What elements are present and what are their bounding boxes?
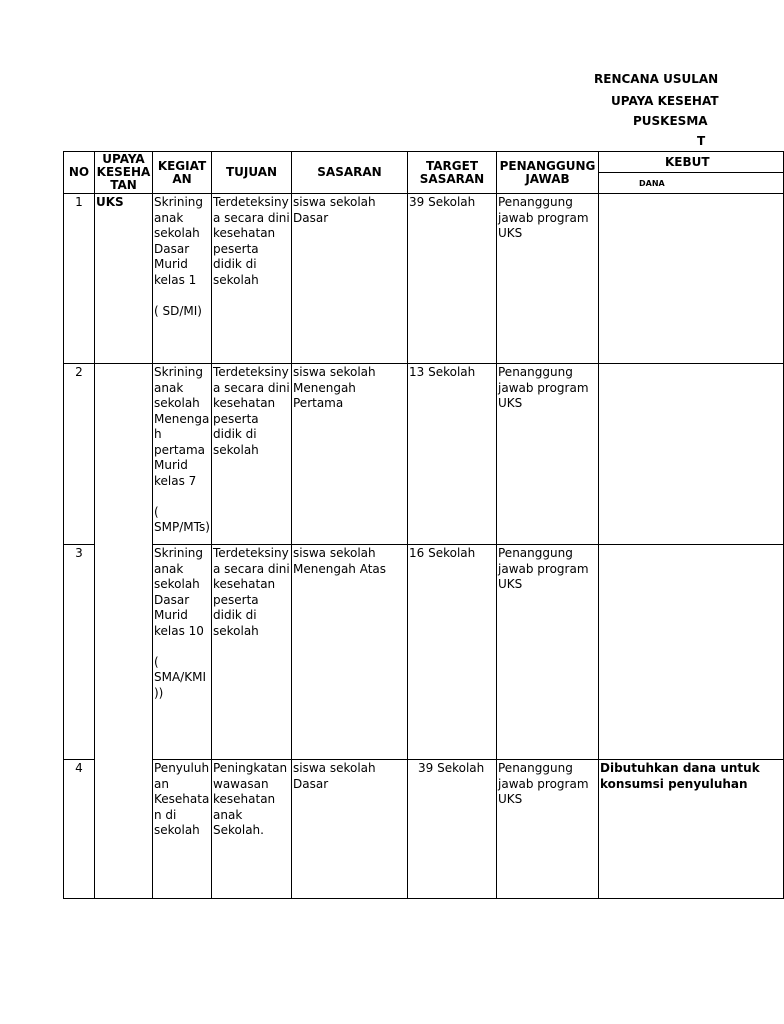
table-row [64,545,784,760]
sasaran-cell: siswa sekolah Menengah Pertama [292,364,408,545]
kebutuhan-cell [599,194,784,364]
kegiatan-cell: Skrining anak sekolah Dasar Murid kelas 10 ( SMA/KMI)) [153,545,212,760]
kegiatan-cell: Skrining anak sekolah Menengah pertama Murid kelas 7 ( SMP/MTs) [153,364,212,545]
target-cell: 39 Sekolah [408,194,497,364]
header-no: NO [64,152,95,194]
header-target-sasaran: TARGET SASARAN [408,152,497,194]
tujuan-cell: Peningkatan wawasan kesehatan anak Sekolah. [212,760,292,899]
table-row [64,760,784,899]
document-title-line-2: UPAYA KESEHAT [611,94,719,108]
sasaran-cell: siswa sekolah Dasar [292,194,408,364]
target-cell: 13 Sekolah [408,364,497,545]
sasaran-cell: siswa sekolah Dasar [292,760,408,899]
header-kegiatan: KEGIATAN [153,152,212,194]
kegiatan-cell: Skrining anak sekolah Dasar Murid kelas 1 ( SD/MI) [153,194,212,364]
document-title-line-4: T [697,134,706,148]
penanggung-jawab-cell: Penanggung jawab program UKS [497,760,599,899]
tujuan-cell: Terdeteksinya secara dini kesehatan peserta didik di sekolah [212,364,292,545]
row-number: 1 [64,194,95,364]
tujuan-cell: Terdeteksinya secara dini kesehatan peserta didik di sekolah [212,545,292,760]
upaya-kesehatan-cell: UKS [95,194,153,364]
target-cell: 16 Sekolah [408,545,497,760]
header-upaya-kesehatan: UPAYA KESEHATAN [95,152,153,194]
table-row [64,194,784,364]
header-kebutuhan: KEBUT [599,152,784,173]
header-dana: DANA [599,173,784,194]
kebutuhan-cell [599,364,784,545]
row-number: 2 [64,364,95,545]
header-penanggung-jawab: PENANGGUNG JAWAB [497,152,599,194]
table-row [64,364,784,545]
penanggung-jawab-cell: Penanggung jawab program UKS [497,194,599,364]
kebutuhan-cell: Dibutuhkan dana untuk konsumsi penyuluhan [599,760,784,899]
kebutuhan-cell [599,545,784,760]
penanggung-jawab-cell: Penanggung jawab program UKS [497,364,599,545]
row-number: 4 [64,760,95,899]
rencana-usulan-table [63,151,784,899]
upaya-kesehatan-merged-cell [95,364,153,899]
header-sasaran: SASARAN [292,152,408,194]
target-cell: 39 Sekolah [408,760,497,899]
row-number: 3 [64,545,95,760]
document-title-line-3: PUSKESMA [633,114,708,128]
header-tujuan: TUJUAN [212,152,292,194]
tujuan-cell: Terdeteksinya secara dini kesehatan peserta didik di sekolah [212,194,292,364]
penanggung-jawab-cell: Penanggung jawab program UKS [497,545,599,760]
document-title-line-1: RENCANA USULAN [594,72,719,86]
sasaran-cell: siswa sekolah Menengah Atas [292,545,408,760]
kegiatan-cell: Penyuluhan Kesehatan di sekolah [153,760,212,899]
